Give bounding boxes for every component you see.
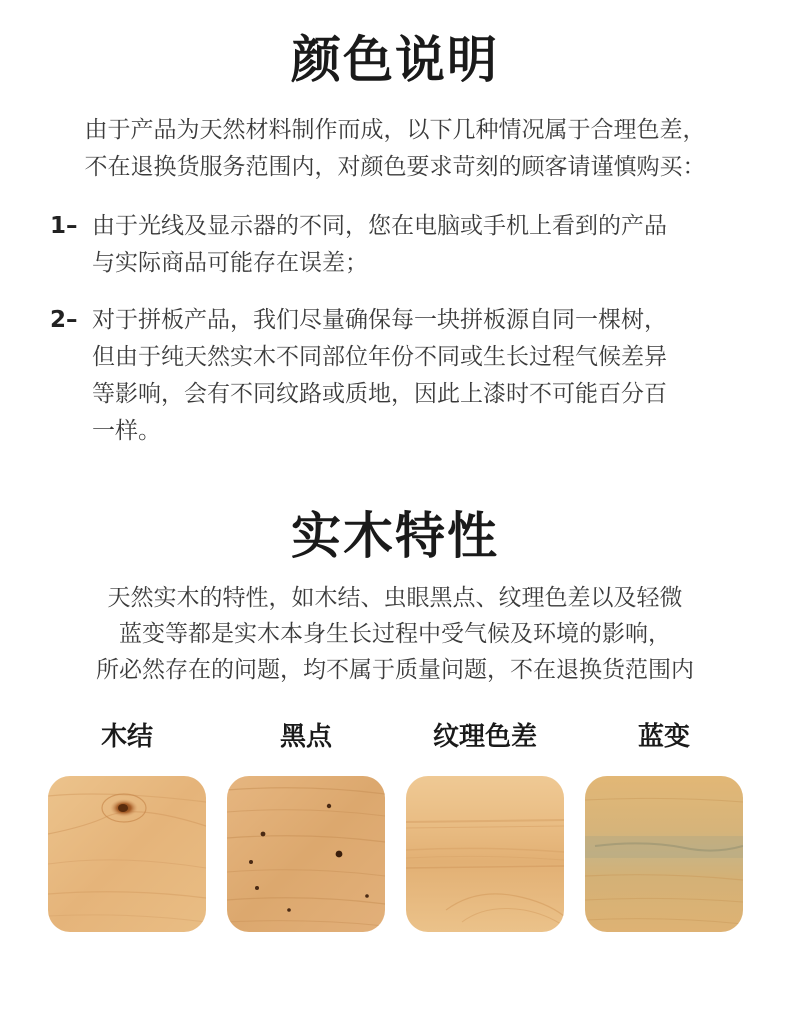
note-line: 一样。 — [92, 418, 161, 444]
sample-label-dark-spots: 黑点 — [279, 722, 332, 752]
sample-label-grain-variation: 纹理色差 — [432, 722, 537, 752]
wood-intro-line: 所必然存在的问题，均不属于质量问题，不在退换货范围内 — [96, 657, 694, 683]
sample-label-blue-stain: 蓝变 — [637, 722, 690, 752]
note-line: 由于光线及显示器的不同，您在电脑或手机上看到的产品 — [92, 213, 667, 239]
wood-intro-line: 天然实木的特性，如木结、虫眼黑点、纹理色差以及轻微 — [107, 585, 683, 611]
color-intro — [0, 112, 790, 186]
wood-intro — [0, 580, 790, 688]
note-line: 与实际商品可能存在误差； — [92, 250, 368, 276]
color-intro-line: 不在退换货服务范围内，对颜色要求苛刻的顾客请谨慎购买： — [84, 154, 706, 180]
note-number: 2– — [50, 307, 78, 333]
note-line: 对于拼板产品，我们尽量确保每一块拼板源自同一棵树， — [92, 307, 667, 333]
title-wood-characteristics: 实木特性 — [291, 507, 499, 565]
note-line: 但由于纯天然实木不同部位年份不同或生长过程气候差异 — [92, 344, 667, 370]
color-intro-line: 由于产品为天然材料制作而成，以下几种情况属于合理色差， — [84, 117, 706, 143]
wood-grain-variation-image — [406, 776, 564, 932]
note-number: 1– — [50, 213, 78, 239]
note-line: 等影响，会有不同纹路或质地，因此上漆时不可能百分百 — [92, 381, 667, 407]
wood-intro-line: 蓝变等都是实木本身生长过程中受气候及环境的影响， — [119, 621, 671, 647]
sample-label-knot: 木结 — [100, 722, 153, 752]
title-color-description: 颜色说明 — [291, 31, 499, 89]
wood-knot-image — [48, 776, 206, 932]
wood-dark-spots-image — [227, 776, 385, 932]
wood-blue-stain-image — [585, 776, 743, 932]
